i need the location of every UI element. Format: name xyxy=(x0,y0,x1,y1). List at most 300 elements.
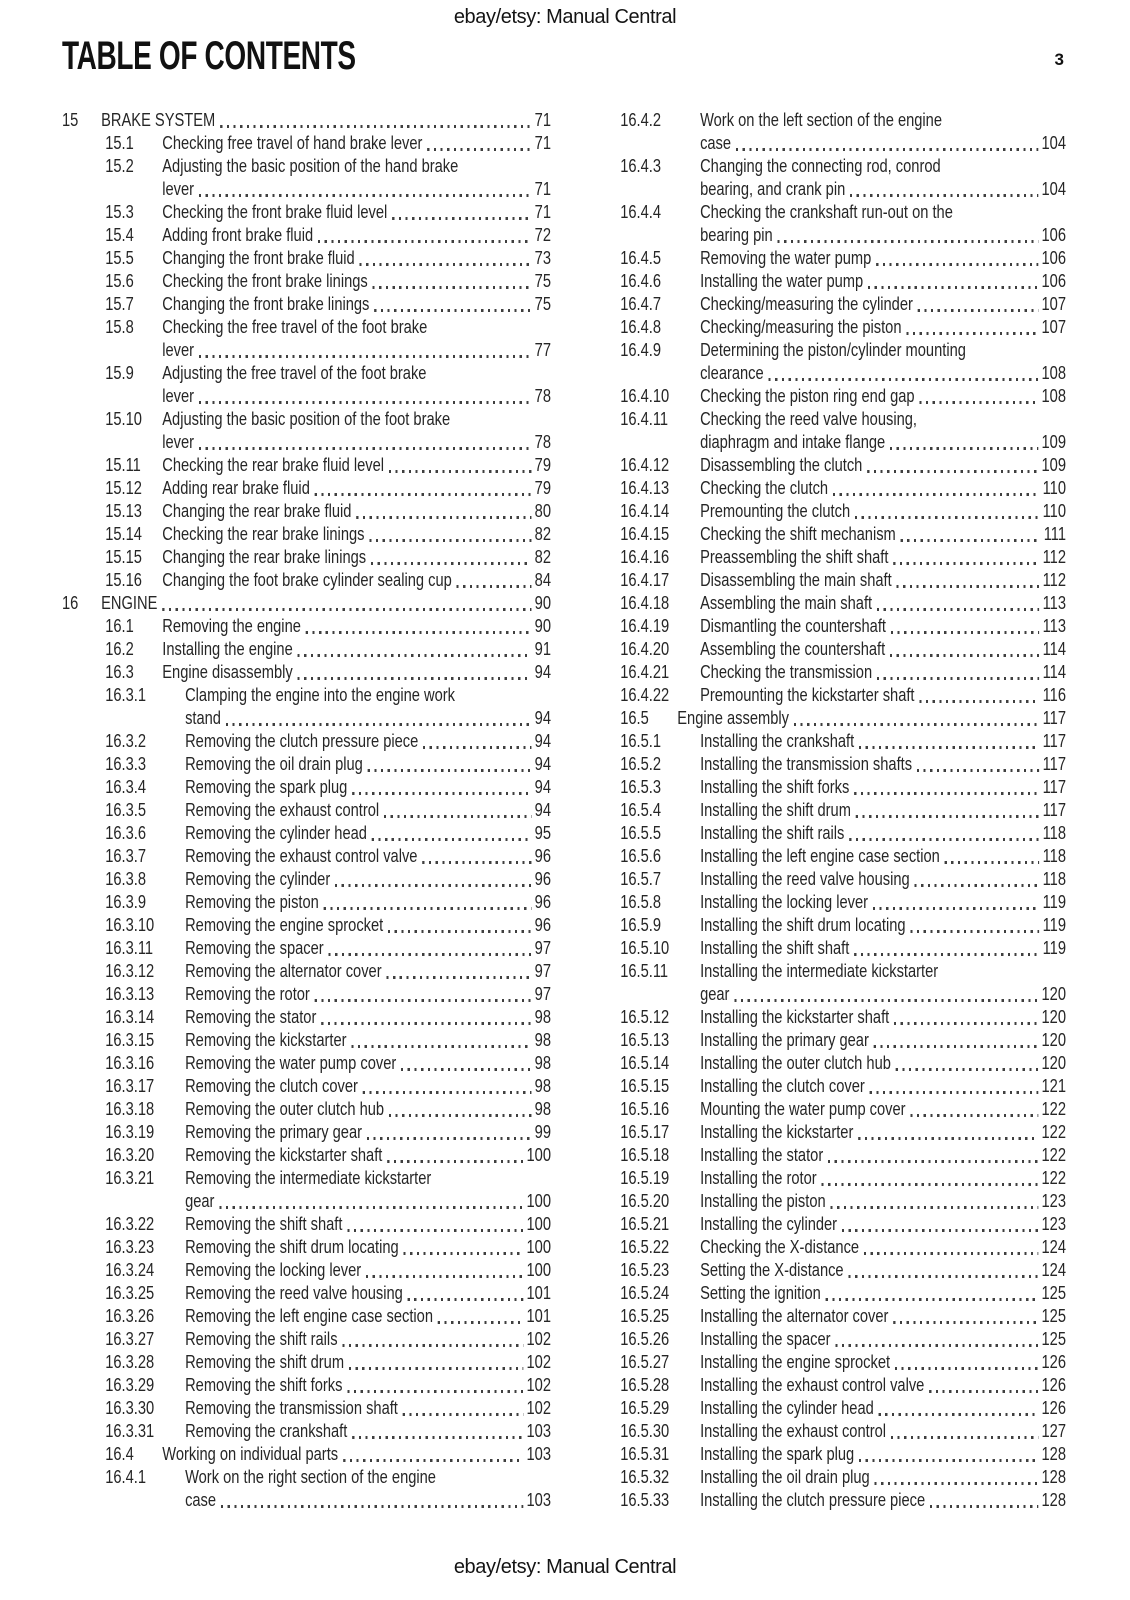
toc-entry xyxy=(62,1213,551,1236)
toc-entry xyxy=(62,1351,551,1374)
toc-entry-title: Removing the kickstarter shaft xyxy=(185,1145,383,1165)
dot-leader xyxy=(220,125,531,128)
toc-entry xyxy=(62,316,551,362)
toc-entry-page: 126 xyxy=(1041,1375,1066,1395)
toc-entry-page: 120 xyxy=(1041,984,1066,1004)
toc-entry xyxy=(577,1052,1066,1075)
toc-entry-number: 16.3.16 xyxy=(105,1053,155,1073)
toc-entry-number: 15 xyxy=(62,110,79,130)
toc-entry-page: 110 xyxy=(1042,478,1066,498)
toc-entry-first-line xyxy=(105,684,551,707)
toc-entry-number: 15.6 xyxy=(105,271,134,291)
toc-entry-number: 15.4 xyxy=(105,225,134,245)
toc-entry-page: 117 xyxy=(1042,800,1066,820)
toc-entry-title: Adjusting the basic position of the foot brake xyxy=(162,409,451,429)
toc-entry xyxy=(62,684,551,730)
toc-entry-number: 16.3.24 xyxy=(105,1260,155,1280)
toc-entry-title: Installing the spark plug xyxy=(700,1444,855,1464)
toc-entry-title-continued: lever xyxy=(162,340,195,360)
dot-leader xyxy=(422,861,531,864)
toc-entry xyxy=(62,408,551,454)
toc-entry-number: 15.3 xyxy=(105,202,134,222)
toc-entry-title-continued: bearing, and crank pin xyxy=(700,179,846,199)
toc-entry-title: Checking the shift mechanism xyxy=(700,524,896,544)
toc-entry-number: 16.3.21 xyxy=(105,1168,155,1188)
toc-entry-page: 125 xyxy=(1041,1306,1066,1326)
toc-entry-number: 16.4.22 xyxy=(620,685,670,705)
dot-leader xyxy=(427,148,531,151)
toc-entry xyxy=(577,477,1066,500)
toc-entry-title: Removing the kickstarter xyxy=(185,1030,347,1050)
toc-entry-number: 15.14 xyxy=(105,524,142,544)
toc-entry-page: 122 xyxy=(1041,1122,1066,1142)
toc-entry-number: 16.3 xyxy=(105,662,134,682)
dot-leader xyxy=(315,999,532,1002)
toc-entry-page: 114 xyxy=(1042,639,1066,659)
dot-leader xyxy=(835,1344,1038,1347)
toc-entry xyxy=(62,799,551,822)
toc-entry-page: 108 xyxy=(1041,386,1066,406)
toc-entry-first-line xyxy=(620,201,1066,224)
dot-leader xyxy=(897,585,1040,588)
toc-entry-continuation-line xyxy=(105,1190,551,1213)
toc-entry-title-continued: lever xyxy=(162,386,195,406)
toc-entry-page: 71 xyxy=(534,202,551,222)
toc-entry-number: 16.5.30 xyxy=(620,1421,670,1441)
dot-leader xyxy=(387,1160,523,1163)
toc-entry xyxy=(62,546,551,569)
toc-entry-number: 16.2 xyxy=(105,639,134,659)
toc-entry xyxy=(577,684,1066,707)
toc-entry-title: Removing the clutch cover xyxy=(185,1076,358,1096)
toc-entry-number: 15.10 xyxy=(105,409,142,429)
toc-entry-title: Removing the intermediate kickstarter xyxy=(185,1168,432,1188)
dot-leader xyxy=(318,240,531,243)
toc-entry-number: 16.3.4 xyxy=(105,777,146,797)
dot-leader xyxy=(769,378,1039,381)
dot-leader xyxy=(930,1505,1038,1508)
toc-entry xyxy=(62,776,551,799)
toc-entry-number: 16.3.10 xyxy=(105,915,155,935)
toc-entry-number: 16.5.2 xyxy=(620,754,661,774)
toc-entry xyxy=(62,1052,551,1075)
toc-entry-title: Removing the engine xyxy=(162,616,301,636)
toc-entry-page: 84 xyxy=(534,570,551,590)
dot-leader xyxy=(859,746,1039,749)
toc-entry-page: 120 xyxy=(1041,1030,1066,1050)
dot-leader xyxy=(859,1459,1038,1462)
dot-leader xyxy=(833,493,1039,496)
toc-entry-page: 80 xyxy=(534,501,551,521)
toc-entry-number: 16.5.32 xyxy=(620,1467,670,1487)
toc-entry-number: 16.5.27 xyxy=(620,1352,670,1372)
toc-entry-page: 108 xyxy=(1041,363,1066,383)
dot-leader xyxy=(389,1114,531,1117)
toc-entry-first-line xyxy=(620,960,1066,983)
dot-leader xyxy=(352,792,531,795)
toc-entry-title-continued: diaphragm and intake flange xyxy=(700,432,886,452)
toc-entry-page: 127 xyxy=(1041,1421,1066,1441)
toc-entry-title: Removing the exhaust control valve xyxy=(185,846,418,866)
toc-entry xyxy=(62,1259,551,1282)
toc-entry-title: Removing the outer clutch hub xyxy=(185,1099,385,1119)
toc-entry xyxy=(62,1305,551,1328)
toc-entry xyxy=(577,523,1066,546)
toc-entry-page: 128 xyxy=(1041,1444,1066,1464)
toc-entry-number: 16 xyxy=(62,593,79,613)
toc-entry-page: 107 xyxy=(1041,294,1066,314)
toc-entry-number: 16.3.17 xyxy=(105,1076,155,1096)
toc-entry-number: 16.5.10 xyxy=(620,938,670,958)
toc-entry-title: Removing the piston xyxy=(185,892,319,912)
toc-entry-page: 75 xyxy=(534,271,551,291)
toc-entry-title: Disassembling the main shaft xyxy=(700,570,892,590)
toc-entry-number: 16.3.9 xyxy=(105,892,146,912)
toc-entry-page: 109 xyxy=(1041,432,1066,452)
toc-entry-number: 16.3.15 xyxy=(105,1030,155,1050)
toc-entry-title: Installing the shift drum locating xyxy=(700,915,906,935)
dot-leader xyxy=(842,1229,1038,1232)
toc-entry-number: 16.4.1 xyxy=(105,1467,146,1487)
toc-entry-page: 114 xyxy=(1042,662,1066,682)
toc-entry-page: 100 xyxy=(526,1237,551,1257)
toc-entry xyxy=(62,247,551,270)
toc-entry-page: 78 xyxy=(534,432,551,452)
toc-entry-page: 118 xyxy=(1042,823,1066,843)
dot-leader xyxy=(858,1137,1038,1140)
dot-leader xyxy=(392,217,531,220)
toc-entry-page: 103 xyxy=(526,1490,551,1510)
dot-leader xyxy=(831,1206,1039,1209)
toc-entry-title: Installing the shift drum xyxy=(700,800,851,820)
toc-entry-title: Changing the rear brake fluid xyxy=(162,501,352,521)
dot-leader xyxy=(360,263,532,266)
dot-leader xyxy=(388,930,531,933)
document-footer xyxy=(0,1556,1130,1579)
page-title: TABLE OF CONTENTS xyxy=(62,34,356,78)
toc-entry-page: 117 xyxy=(1042,754,1066,774)
toc-entry-page: 97 xyxy=(534,961,551,981)
dot-leader xyxy=(873,907,1039,910)
toc-entry-page: 101 xyxy=(526,1283,551,1303)
toc-entry xyxy=(577,868,1066,891)
toc-entry-number: 16.5.7 xyxy=(620,869,661,889)
toc-entry-continuation-line xyxy=(620,132,1066,155)
toc-entry-page: 112 xyxy=(1042,570,1066,590)
toc-entry-title-continued: lever xyxy=(162,432,195,452)
toc-entry-page: 78 xyxy=(534,386,551,406)
toc-entry-number: 16.3.22 xyxy=(105,1214,155,1234)
toc-entry-number: 15.12 xyxy=(105,478,142,498)
toc-entry-number: 16.5.15 xyxy=(620,1076,670,1096)
toc-entry xyxy=(62,592,551,615)
toc-entry-number: 16.3.18 xyxy=(105,1099,155,1119)
toc-entry-title-continued: gear xyxy=(185,1191,215,1211)
toc-entry-page: 94 xyxy=(534,754,551,774)
dot-leader xyxy=(891,1436,1038,1439)
toc-entry-title: Changing the foot brake cylinder sealing cup xyxy=(162,570,452,590)
toc-entry-number: 16.3.31 xyxy=(105,1421,155,1441)
toc-entry-title: Removing the shift shaft xyxy=(185,1214,343,1234)
toc-entry xyxy=(62,155,551,201)
dot-leader xyxy=(910,930,1039,933)
toc-entry-title: Removing the cylinder head xyxy=(185,823,367,843)
toc-entry-title: Removing the crankshaft xyxy=(185,1421,348,1441)
toc-entry-page: 106 xyxy=(1041,248,1066,268)
toc-entry-page: 103 xyxy=(526,1421,551,1441)
toc-entry-title: Changing the front brake fluid xyxy=(162,248,355,268)
toc-entry-page: 100 xyxy=(526,1260,551,1280)
dot-leader xyxy=(352,1436,523,1439)
toc-entry-number: 16.3.11 xyxy=(105,938,154,958)
toc-entry-page: 94 xyxy=(534,731,551,751)
toc-entry-title: Removing the exhaust control xyxy=(185,800,380,820)
toc-entry xyxy=(577,960,1066,1006)
toc-entry-title: Removing the shift rails xyxy=(185,1329,338,1349)
document-header xyxy=(0,6,1130,29)
dot-leader xyxy=(457,585,532,588)
toc-entry-number: 16.5.17 xyxy=(620,1122,670,1142)
toc-entry-number: 16.5.25 xyxy=(620,1306,670,1326)
toc-entry xyxy=(62,132,551,155)
toc-entry xyxy=(577,1121,1066,1144)
toc-entry-title: Changing the connecting rod, conrod xyxy=(700,156,941,176)
toc-entry-number: 16.5.4 xyxy=(620,800,661,820)
toc-entry-number: 16.3.27 xyxy=(105,1329,155,1349)
toc-entry xyxy=(577,753,1066,776)
toc-entry-page: 71 xyxy=(534,179,551,199)
toc-entry-number: 16.5.11 xyxy=(620,961,669,981)
toc-entry-number: 16.5 xyxy=(620,708,649,728)
toc-entry-title: Installing the kickstarter xyxy=(700,1122,854,1142)
dot-leader xyxy=(915,884,1040,887)
dot-leader xyxy=(864,1252,1038,1255)
toc-entry-page: 95 xyxy=(534,823,551,843)
toc-entry-first-line xyxy=(105,155,551,178)
toc-entry-number: 16.5.18 xyxy=(620,1145,670,1165)
toc-entry xyxy=(62,500,551,523)
toc-entry xyxy=(577,316,1066,339)
toc-entry-title: Checking the piston ring end gap xyxy=(700,386,915,406)
toc-entry-page: 96 xyxy=(534,915,551,935)
toc-entry xyxy=(62,477,551,500)
toc-entry-number: 16.4.4 xyxy=(620,202,661,222)
toc-entry-title: Installing the stator xyxy=(700,1145,824,1165)
toc-entry-number: 15.15 xyxy=(105,547,142,567)
toc-entry-number: 16.4.18 xyxy=(620,593,670,613)
toc-entry-title: Clamping the engine into the engine work xyxy=(185,685,456,705)
toc-entry xyxy=(62,1029,551,1052)
toc-entry-title: Installing the engine xyxy=(162,639,293,659)
toc-entry-page: 71 xyxy=(534,133,551,153)
toc-entry-page: 112 xyxy=(1042,547,1066,567)
toc-entry-page: 128 xyxy=(1041,1490,1066,1510)
toc-entry-page: 123 xyxy=(1041,1191,1066,1211)
toc-entry-title: Work on the right section of the engine xyxy=(185,1467,436,1487)
toc-entry xyxy=(577,293,1066,316)
toc-entry xyxy=(62,845,551,868)
toc-entry-title: Installing the transmission shafts xyxy=(700,754,913,774)
toc-entry xyxy=(577,615,1066,638)
dot-leader xyxy=(386,976,531,979)
toc-entry xyxy=(62,960,551,983)
toc-entry-page: 75 xyxy=(534,294,551,314)
dot-leader xyxy=(794,723,1039,726)
toc-entry-title-continued: gear xyxy=(700,984,730,1004)
toc-entry-page: 94 xyxy=(534,708,551,728)
toc-entry-title: Checking the transmission xyxy=(700,662,873,682)
toc-entry xyxy=(577,1420,1066,1443)
toc-entry-page: 98 xyxy=(534,1053,551,1073)
toc-entry xyxy=(577,799,1066,822)
dot-leader xyxy=(219,1206,523,1209)
toc-entry-page: 120 xyxy=(1041,1053,1066,1073)
toc-entry xyxy=(577,569,1066,592)
toc-entry-title: Installing the engine sprocket xyxy=(700,1352,891,1372)
toc-entry xyxy=(62,362,551,408)
toc-entry-title: Disassembling the clutch xyxy=(700,455,863,475)
toc-entry-number: 16.3.8 xyxy=(105,869,146,889)
dot-leader xyxy=(315,493,532,496)
toc-entry-page: 96 xyxy=(534,892,551,912)
toc-entry xyxy=(577,1466,1066,1489)
toc-entry xyxy=(577,247,1066,270)
toc-entry xyxy=(577,500,1066,523)
toc-entry-page: 124 xyxy=(1041,1260,1066,1280)
toc-entry-title: Installing the crankshaft xyxy=(700,731,855,751)
toc-entry xyxy=(577,339,1066,385)
toc-entry-title: Removing the rotor xyxy=(185,984,310,1004)
toc-entry-title: Installing the kickstarter shaft xyxy=(700,1007,890,1027)
toc-entry-title: Installing the water pump xyxy=(700,271,864,291)
toc-entry-continuation-line xyxy=(105,707,551,730)
dot-leader xyxy=(221,1505,523,1508)
toc-entry-number: 15.7 xyxy=(105,294,134,314)
toc-entry-page: 94 xyxy=(534,800,551,820)
toc-entry-title: Installing the exhaust control xyxy=(700,1421,886,1441)
toc-entry-title: Installing the outer clutch hub xyxy=(700,1053,891,1073)
toc-entry-number: 16.4.5 xyxy=(620,248,661,268)
dot-leader xyxy=(848,1275,1038,1278)
dot-leader xyxy=(894,1022,1038,1025)
toc-entry-page: 94 xyxy=(534,777,551,797)
toc-entry xyxy=(577,937,1066,960)
toc-entry-number: 16.4.9 xyxy=(620,340,661,360)
dot-leader xyxy=(329,953,532,956)
dot-leader xyxy=(423,746,531,749)
toc-entry-number: 16.3.3 xyxy=(105,754,146,774)
toc-entry-number: 16.5.14 xyxy=(620,1053,670,1073)
toc-entry-number: 16.4.13 xyxy=(620,478,670,498)
toc-entry-title: Installing the cylinder head xyxy=(700,1398,874,1418)
toc-entry xyxy=(577,109,1066,155)
toc-entry xyxy=(577,454,1066,477)
dot-leader xyxy=(854,953,1039,956)
toc-entry-page: 110 xyxy=(1042,501,1066,521)
toc-entry-title: Checking the front brake linings xyxy=(162,271,368,291)
toc-entry xyxy=(577,201,1066,247)
toc-entry-number: 16.5.26 xyxy=(620,1329,670,1349)
toc-entry-title: Installing the shift shaft xyxy=(700,938,850,958)
toc-entry-page: 125 xyxy=(1041,1283,1066,1303)
dot-leader xyxy=(890,654,1039,657)
toc-entry-continuation-line xyxy=(105,385,551,408)
toc-entry-number: 16.5.16 xyxy=(620,1099,670,1119)
dot-leader xyxy=(199,401,531,404)
toc-entry xyxy=(62,1328,551,1351)
toc-entry-number: 16.5.24 xyxy=(620,1283,670,1303)
dot-leader xyxy=(347,1229,523,1232)
toc-entry xyxy=(62,1075,551,1098)
toc-entry-page: 122 xyxy=(1041,1168,1066,1188)
toc-entry xyxy=(577,914,1066,937)
toc-entry-number: 16.5.1 xyxy=(620,731,661,751)
footer-site-label: ebay/etsy: Manual Central xyxy=(453,1556,677,1578)
toc-entry-page: 103 xyxy=(526,1444,551,1464)
toc-entry-page: 106 xyxy=(1041,225,1066,245)
toc-entry-number: 16.3.1 xyxy=(105,685,146,705)
dot-leader xyxy=(877,677,1039,680)
toc-entry-number: 15.2 xyxy=(105,156,134,176)
toc-entry-title: Checking the rear brake linings xyxy=(162,524,365,544)
dot-leader xyxy=(910,1114,1038,1117)
toc-entry xyxy=(577,1190,1066,1213)
toc-entry-title-continued: clearance xyxy=(700,363,764,383)
toc-entry-title: Installing the exhaust control valve xyxy=(700,1375,925,1395)
toc-entry-number: 16.5.28 xyxy=(620,1375,670,1395)
toc-entry-first-line xyxy=(620,339,1066,362)
toc-entry-number: 16.4 xyxy=(105,1444,134,1464)
toc-entry-title: Engine disassembly xyxy=(162,662,293,682)
toc-entry-number: 16.4.8 xyxy=(620,317,661,337)
dot-leader xyxy=(403,1413,523,1416)
toc-entry-number: 16.1 xyxy=(105,616,134,636)
toc-entry-title: Installing the shift forks xyxy=(700,777,850,797)
toc-entry-number: 16.3.23 xyxy=(105,1237,155,1257)
toc-entry-title: Assembling the main shaft xyxy=(700,593,873,613)
toc-entry-title: Checking the reed valve housing, xyxy=(700,409,917,429)
dot-leader xyxy=(918,309,1038,312)
toc-entry xyxy=(577,546,1066,569)
toc-entry-number: 16.4.10 xyxy=(620,386,670,406)
toc-entry-title: Checking free travel of hand brake lever xyxy=(162,133,423,153)
toc-entry-page: 99 xyxy=(534,1122,551,1142)
toc-column-right xyxy=(577,109,1066,1512)
toc-entry xyxy=(577,155,1066,201)
toc-entry-title: Changing the rear brake linings xyxy=(162,547,367,567)
dot-leader xyxy=(321,1022,531,1025)
dot-leader xyxy=(374,309,531,312)
toc-entry-number: 16.3.13 xyxy=(105,984,155,1004)
toc-entry-title: Checking the crankshaft run-out on the xyxy=(700,202,953,222)
toc-entry-page: 77 xyxy=(534,340,551,360)
dot-leader xyxy=(854,792,1039,795)
dot-leader xyxy=(298,654,532,657)
toc-entry xyxy=(62,1121,551,1144)
dot-leader xyxy=(919,700,1039,703)
toc-entry-title: Removing the primary gear xyxy=(185,1122,362,1142)
toc-entry xyxy=(62,1167,551,1213)
toc-entry xyxy=(62,1236,551,1259)
toc-entry-title: Dismantling the countershaft xyxy=(700,616,886,636)
toc-entry-page: 100 xyxy=(526,1191,551,1211)
toc-entry xyxy=(577,1282,1066,1305)
toc-entry-number: 16.4.12 xyxy=(620,455,670,475)
toc-entry-title: Adding rear brake fluid xyxy=(162,478,310,498)
toc-entry-number: 16.5.33 xyxy=(620,1490,670,1510)
toc-entry xyxy=(62,615,551,638)
toc-entry-title: Installing the locking lever xyxy=(700,892,869,912)
